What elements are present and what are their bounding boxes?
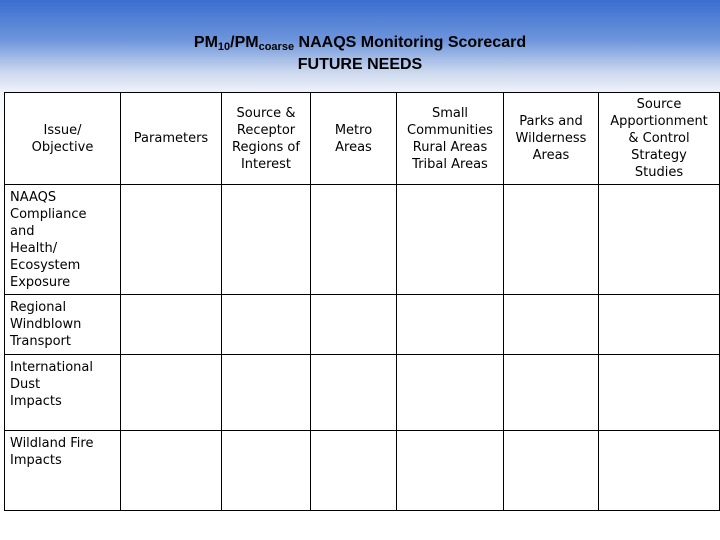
table-cell — [397, 185, 504, 295]
table-cell — [121, 185, 222, 295]
table-cell — [397, 355, 504, 431]
table-cell — [599, 431, 720, 511]
table-cell — [222, 295, 311, 355]
header-source-receptor-regions: Source & Receptor Regions of Interest — [222, 93, 311, 185]
table-cell — [311, 355, 397, 431]
table-cell — [311, 185, 397, 295]
slide-title — [0, 32, 720, 76]
table-cell — [222, 431, 311, 511]
table-cell — [222, 185, 311, 295]
table-cell — [311, 431, 397, 511]
table-cell — [599, 355, 720, 431]
header-row — [5, 93, 720, 185]
header-parks-wilderness: Parks and Wilderness Areas — [504, 93, 599, 185]
table-cell — [599, 185, 720, 295]
row-label-international-dust: International Dust Impacts — [5, 355, 121, 431]
header-small-communities: Small Communities Rural Areas Tribal Areas — [397, 93, 504, 185]
title-line-1: $PM_{10}/PM_{coarse}$ NAAQS Monitoring Scorecard — [193, 34, 527, 53]
table-row — [5, 185, 720, 295]
header-parameters: Parameters — [121, 93, 222, 185]
table-row — [5, 355, 720, 431]
table-cell — [397, 431, 504, 511]
row-label-wildland-fire: Wildland Fire Impacts — [5, 431, 121, 511]
table-cell — [504, 355, 599, 431]
table-cell — [504, 185, 599, 295]
table-cell — [311, 295, 397, 355]
table-cell — [121, 355, 222, 431]
scorecard-table — [4, 92, 720, 511]
table-cell — [397, 295, 504, 355]
table-cell — [121, 431, 222, 511]
table-cell — [222, 355, 311, 431]
table-cell — [504, 431, 599, 511]
row-label-regional-windblown: Regional Windblown Transport — [5, 295, 121, 355]
table-row — [5, 431, 720, 511]
row-label-naaqs-compliance: NAAQS Compliance and Health/ Ecosystem Exposure — [5, 185, 121, 295]
header-issue-objective: Issue/ Objective — [5, 93, 121, 185]
table-cell — [121, 295, 222, 355]
title-line-2: FUTURE NEEDS — [297, 56, 423, 73]
table-cell — [504, 295, 599, 355]
table-row — [5, 295, 720, 355]
table-cell — [599, 295, 720, 355]
header-source-apportionment: Source Apportionment & Control Strategy Studies — [599, 93, 720, 185]
header-metro-areas: Metro Areas — [311, 93, 397, 185]
